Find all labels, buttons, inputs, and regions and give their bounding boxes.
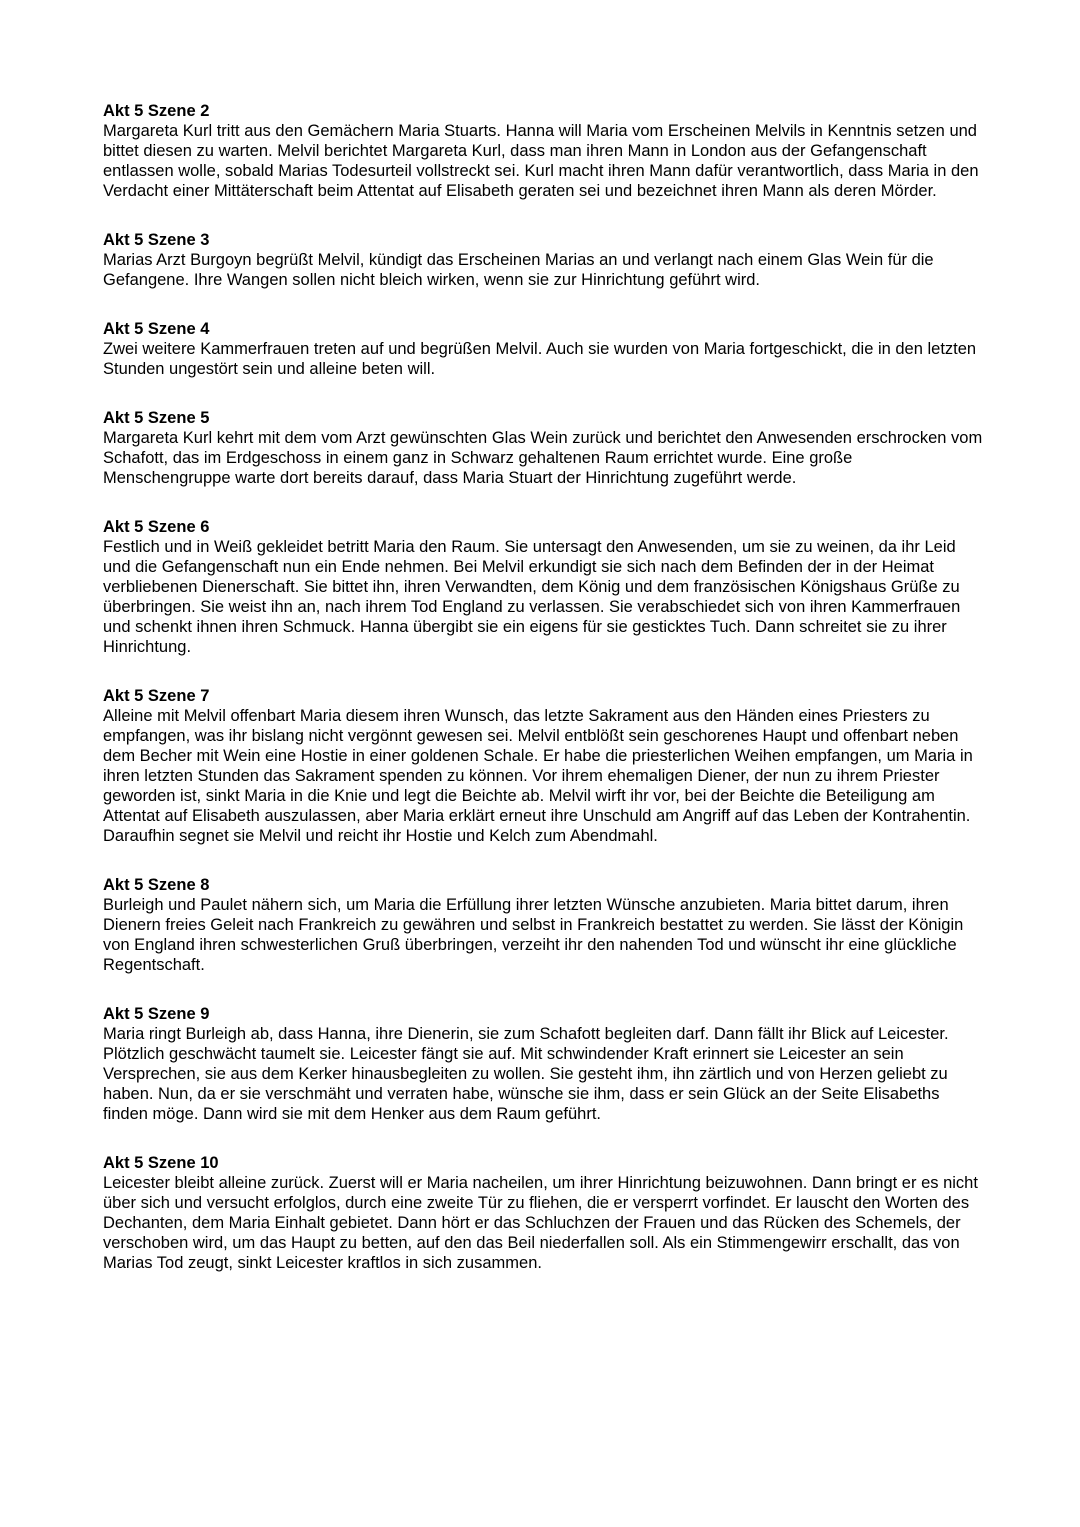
scene-section-6 — [103, 517, 983, 657]
scene-section-8 — [103, 875, 983, 975]
scene-section-3 — [103, 230, 983, 290]
scene-section-5 — [103, 408, 983, 488]
scene-title: Akt 5 Szene 4 — [103, 320, 210, 338]
scene-title: Akt 5 Szene 8 — [103, 876, 210, 894]
scene-title: Akt 5 Szene 2 — [103, 102, 210, 120]
scene-title: Akt 5 Szene 5 — [103, 409, 210, 427]
scene-section-10 — [103, 1153, 983, 1273]
scene-title: Akt 5 Szene 6 — [103, 518, 210, 536]
scene-section-2 — [103, 101, 983, 201]
scene-summary: Alleine mit Melvil offenbart Maria diesem ihren Wunsch, das letzte Sakrament aus den Händen eines Priesters zu empfangen, was ihr bislang nicht vergönnt gewesen sei. Melvil entblößt sein geschorenes Haupt und offenbart neben dem Becher mit Wein eine Hostie in einer goldenen Schale. Er habe die priesterlichen Weihen empfangen, um Maria in ihren letzten Stunden das Sakrament spenden zu können. Vor ihrem ehemaligen Diener, der nun zu ihrem Priester geworden ist, sinkt Maria in die Knie und legt die Beichte ab. Melvil wirft ihr vor, bei der Beichte die Beteiligung am Attentat auf Elisabeth auszulassen, aber Maria erklärt erneut ihre Unschuld am Angriff auf das Leben der Kontrahentin. Daraufhin segnet sie Melvil und reicht ihr Hostie und Kelch zum Abendmahl. — [103, 707, 973, 845]
scene-summary: Margareta Kurl kehrt mit dem vom Arzt gewünschten Glas Wein zurück und berichtet den Anwesenden erschrocken vom Schafott, das im Erdgeschoss in einem ganz in Schwarz gehaltenen Raum errichtet wurde. Eine große Menschengruppe warte dort bereits darauf, dass Maria Stuart der Hinrichtung zugeführt werde. — [103, 429, 983, 487]
scene-title: Akt 5 Szene 3 — [103, 231, 210, 249]
scene-summary: Margareta Kurl tritt aus den Gemächern Maria Stuarts. Hanna will Maria vom Erscheinen Melvils in Kenntnis setzen und bittet diesen zu warten. Melvil berichtet Margareta Kurl, dass man ihren Mann in London aus der Gefangenschaft entlassen wolle, sobald Marias Todesurteil vollstreckt sei. Kurl macht ihren Mann dafür verantwortlich, dass Maria in den Verdacht einer Mittäterschaft beim Attentat auf Elisabeth geraten sei und bezeichnet ihren Mann als deren Mörder. — [103, 122, 979, 200]
scene-title: Akt 5 Szene 10 — [103, 1154, 219, 1172]
scene-summary: Festlich und in Weiß gekleidet betritt Maria den Raum. Sie untersagt den Anwesenden, um sie zu weinen, da ihr Leid und die Gefangenschaft nun ein Ende nehmen. Bei Melvil erkundigt sie sich nach dem Befinden der in der Heimat verbliebenen Dienerschaft. Sie bittet ihn, ihren Verwandten, dem König und dem französischen Königshaus Grüße zu überbringen. Sie weist ihn an, nach ihrem Tod England zu verlassen. Sie verabschiedet sich von ihren Kammerfrauen und schenkt ihnen ihren Schmuck. Hanna übergibt sie ein eigens für sie gesticktes Tuch. Dann schreitet sie zu ihrer Hinrichtung. — [103, 538, 961, 656]
scene-title: Akt 5 Szene 9 — [103, 1005, 210, 1023]
scene-summary: Leicester bleibt alleine zurück. Zuerst will er Maria nacheilen, um ihrer Hinrichtung beizuwohnen. Dann bringt er es nicht über sich und versucht erfolglos, durch eine zweite Tür zu fliehen, die er versperrt vorfindet. Er lauscht den Worten des Dechanten, dem Maria Einhalt gebietet. Dann hört er das Schluchzen der Frauen und das Rücken des Schemels, der verschoben wird, um das Haupt zu betten, auf den das Beil niederfallen soll. Als ein Stimmengewirr erschallt, das von Marias Tod zeugt, sinkt Leicester kraftlos in sich zusammen. — [103, 1174, 978, 1272]
scene-summary: Burleigh und Paulet nähern sich, um Maria die Erfüllung ihrer letzten Wünsche anzubieten. Maria bittet darum, ihren Dienern freies Geleit nach Frankreich zu gewähren und selbst in Frankreich bestattet zu werden. Sie lässt der Königin von England ihren schwesterlichen Gruß überbringen, verzeiht ihr den nahenden Tod und wünscht ihr eine glückliche Regentschaft. — [103, 896, 964, 974]
document-page — [103, 101, 983, 1302]
scene-title: Akt 5 Szene 7 — [103, 687, 210, 705]
scene-section-9 — [103, 1004, 983, 1124]
scene-summary: Marias Arzt Burgoyn begrüßt Melvil, kündigt das Erscheinen Marias an und verlangt nach einem Glas Wein für die Gefangene. Ihre Wangen sollen nicht bleich wirken, wenn sie zur Hinrichtung geführt wird. — [103, 251, 934, 289]
scene-section-4 — [103, 319, 983, 379]
scene-section-7 — [103, 686, 983, 846]
scene-summary: Zwei weitere Kammerfrauen treten auf und begrüßen Melvil. Auch sie wurden von Maria fortgeschickt, die in den letzten Stunden ungestört sein und alleine beten will. — [103, 340, 977, 378]
scene-summary: Maria ringt Burleigh ab, dass Hanna, ihre Dienerin, sie zum Schafott begleiten darf. Dann fällt ihr Blick auf Leicester. Plötzlich geschwächt taumelt sie. Leicester fängt sie auf. Mit schwindender Kraft erinnert sie Leicester an sein Versprechen, sie aus dem Kerker hinausbegleiten zu wollen. Sie gesteht ihm, ihn zärtlich und von Herzen geliebt zu haben. Nun, da er sie verschmäht und verraten habe, wünsche sie ihm, dass er sein Glück an der Seite Elisabeths finden möge. Dann wird sie mit dem Henker aus dem Raum geführt. — [103, 1025, 949, 1123]
